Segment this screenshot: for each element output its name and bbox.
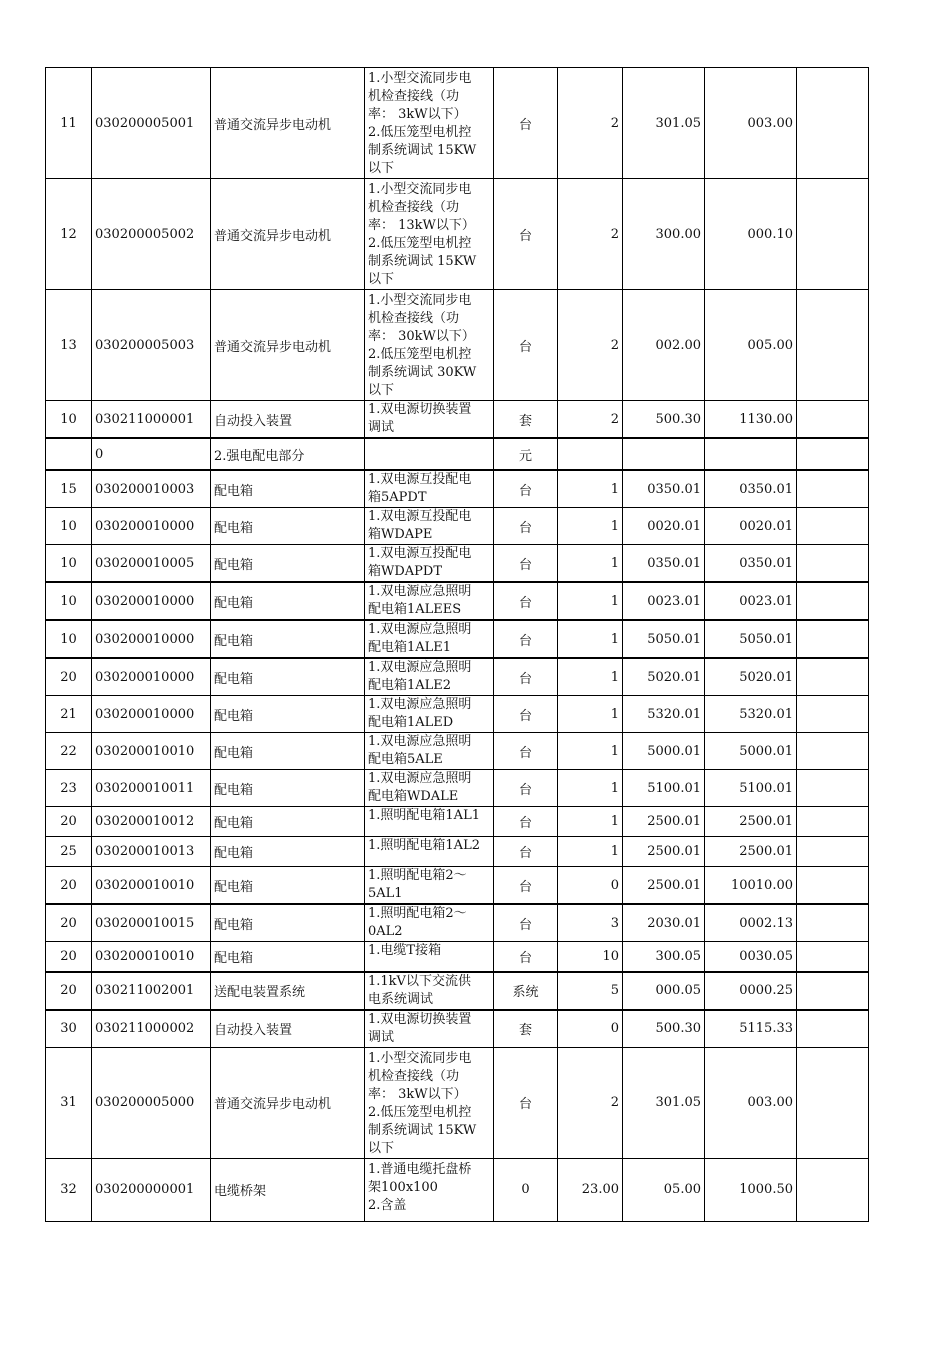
quantity: 2 xyxy=(558,179,623,290)
unit-price: 500.30 xyxy=(623,1010,705,1048)
item-description xyxy=(365,733,494,770)
row-number: 21 xyxy=(46,696,92,733)
total-price: 0030.05 xyxy=(705,942,797,972)
item-code: 030200010003 xyxy=(92,470,211,508)
item-description xyxy=(365,807,494,837)
unit: 台 xyxy=(494,470,558,508)
quantity: 1 xyxy=(558,696,623,733)
row-number: 10 xyxy=(46,620,92,658)
unit: 台 xyxy=(494,290,558,401)
total-price: 0020.01 xyxy=(705,508,797,545)
description-line: 箱WDAPE xyxy=(368,527,433,542)
unit: 台 xyxy=(494,582,558,620)
unit-price: 300.05 xyxy=(623,942,705,972)
remark xyxy=(797,867,869,905)
unit-price: 2500.01 xyxy=(623,837,705,867)
unit-price: 0020.01 xyxy=(623,508,705,545)
item-name: 配电箱 xyxy=(211,470,365,508)
description-line: 2.低压笼型电机控 xyxy=(368,347,472,362)
quantity: 1 xyxy=(558,508,623,545)
remark xyxy=(797,696,869,733)
total-price xyxy=(705,438,797,470)
row-number: 13 xyxy=(46,290,92,401)
item-name: 配电箱 xyxy=(211,904,365,942)
item-name: 自动投入装置 xyxy=(211,401,365,439)
quantity xyxy=(558,438,623,470)
total-price: 5100.01 xyxy=(705,770,797,807)
item-name: 配电箱 xyxy=(211,508,365,545)
item-code: 030200010005 xyxy=(92,545,211,583)
description-line: 箱5APDT xyxy=(368,490,427,505)
description-line: 率： 30kW以下） xyxy=(368,329,475,344)
description-line: 5AL1 xyxy=(368,886,403,901)
table-row xyxy=(46,438,869,470)
total-price: 2500.01 xyxy=(705,837,797,867)
total-price: 5115.33 xyxy=(705,1010,797,1048)
table-row xyxy=(46,401,869,439)
description-line: 以下 xyxy=(368,272,395,287)
description-line: 2.低压笼型电机控 xyxy=(368,1104,472,1120)
total-price: 000.10 xyxy=(705,179,797,290)
item-code: 030211000002 xyxy=(92,1010,211,1048)
item-description xyxy=(365,620,494,658)
item-name: 配电箱 xyxy=(211,837,365,867)
description-line: 1.双电源应急照明 xyxy=(368,697,472,712)
quantity: 2 xyxy=(558,401,623,439)
row-number: 30 xyxy=(46,1010,92,1048)
table-row xyxy=(46,770,869,807)
description-line: 1.1kV以下交流供 xyxy=(368,973,471,989)
total-price: 10010.00 xyxy=(705,867,797,905)
description-line: 调试 xyxy=(368,420,395,435)
table-body xyxy=(46,68,869,1222)
description-line: 以下 xyxy=(368,383,395,398)
quantity: 1 xyxy=(558,620,623,658)
total-price: 003.00 xyxy=(705,68,797,179)
table-row xyxy=(46,1158,869,1221)
item-code: 030200010000 xyxy=(92,658,211,696)
remark xyxy=(797,733,869,770)
description-line: 调试 xyxy=(368,1029,395,1045)
table-row xyxy=(46,290,869,401)
item-name: 普通交流异步电动机 xyxy=(211,179,365,290)
remark xyxy=(797,942,869,972)
description-line: 2.低压笼型电机控 xyxy=(368,236,472,251)
description-line: 制系统调试 15KW xyxy=(368,143,477,158)
table-row xyxy=(46,1047,869,1158)
description-line: 1.照明配电箱1AL1 xyxy=(368,808,480,823)
unit: 台 xyxy=(494,733,558,770)
unit-price xyxy=(623,438,705,470)
remark xyxy=(797,545,869,583)
quantity: 1 xyxy=(558,582,623,620)
item-code: 030200010010 xyxy=(92,733,211,770)
description-line: 1.小型交流同步电 xyxy=(368,1050,472,1066)
unit-price: 500.30 xyxy=(623,401,705,439)
item-code: 030200010000 xyxy=(92,508,211,545)
description-line: 配电箱5ALE xyxy=(368,752,443,767)
description-line: 1.双电源应急照明 xyxy=(368,584,472,599)
row-number: 11 xyxy=(46,68,92,179)
table-row xyxy=(46,942,869,972)
item-description xyxy=(365,1047,494,1158)
item-description xyxy=(365,179,494,290)
unit-price: 0350.01 xyxy=(623,470,705,508)
unit: 台 xyxy=(494,807,558,837)
row-number: 23 xyxy=(46,770,92,807)
total-price: 5000.01 xyxy=(705,733,797,770)
description-line: 以下 xyxy=(368,161,395,176)
description-line: 1.双电源互投配电 xyxy=(368,546,472,561)
total-price: 003.00 xyxy=(705,1047,797,1158)
unit: 台 xyxy=(494,837,558,867)
table-row xyxy=(46,972,869,1010)
description-line: 制系统调试 15KW xyxy=(368,254,477,269)
item-code: 030200005003 xyxy=(92,290,211,401)
quantity: 1 xyxy=(558,770,623,807)
item-description xyxy=(365,68,494,179)
remark xyxy=(797,470,869,508)
description-line: 制系统调试 15KW xyxy=(368,1122,477,1138)
unit-price: 05.00 xyxy=(623,1158,705,1221)
item-description xyxy=(365,658,494,696)
description-line: 1.小型交流同步电 xyxy=(368,71,472,86)
row-number: 20 xyxy=(46,972,92,1010)
item-name: 配电箱 xyxy=(211,582,365,620)
unit: 台 xyxy=(494,1047,558,1158)
quantity: 2 xyxy=(558,290,623,401)
unit: 系统 xyxy=(494,972,558,1010)
quantity: 1 xyxy=(558,470,623,508)
remark xyxy=(797,290,869,401)
unit: 台 xyxy=(494,770,558,807)
item-code: 030211000001 xyxy=(92,401,211,439)
total-price: 2500.01 xyxy=(705,807,797,837)
description-line: 率： 3kW以下） xyxy=(368,1086,467,1102)
item-description xyxy=(365,438,494,470)
total-price: 1130.00 xyxy=(705,401,797,439)
item-code: 030200010000 xyxy=(92,582,211,620)
remark xyxy=(797,972,869,1010)
item-description xyxy=(365,972,494,1010)
unit-price: 2500.01 xyxy=(623,867,705,905)
item-description xyxy=(365,290,494,401)
quantity: 0 xyxy=(558,1010,623,1048)
row-number: 10 xyxy=(46,545,92,583)
description-line: 1.双电源切换装置 xyxy=(368,1011,472,1027)
unit-price: 0023.01 xyxy=(623,582,705,620)
description-line: 配电箱1ALEES xyxy=(368,602,462,617)
table-row xyxy=(46,620,869,658)
row-number: 31 xyxy=(46,1047,92,1158)
remark xyxy=(797,620,869,658)
description-line: 配电箱1ALE2 xyxy=(368,678,452,693)
unit: 元 xyxy=(494,438,558,470)
description-line: 1.双电源应急照明 xyxy=(368,734,472,749)
item-code: 030200010011 xyxy=(92,770,211,807)
unit-price: 002.00 xyxy=(623,290,705,401)
row-number: 10 xyxy=(46,401,92,439)
unit-price: 5050.01 xyxy=(623,620,705,658)
table-row xyxy=(46,68,869,179)
table-row xyxy=(46,807,869,837)
row-number: 12 xyxy=(46,179,92,290)
item-code: 030200010000 xyxy=(92,620,211,658)
table-row xyxy=(46,658,869,696)
description-line: 1.照明配电箱1AL2 xyxy=(368,838,480,853)
unit: 台 xyxy=(494,696,558,733)
total-price: 0350.01 xyxy=(705,470,797,508)
description-line: 率： 3kW以下） xyxy=(368,107,467,122)
unit: 台 xyxy=(494,658,558,696)
item-name: 送配电装置系统 xyxy=(211,972,365,1010)
remark xyxy=(797,807,869,837)
unit-price: 2030.01 xyxy=(623,904,705,942)
item-description xyxy=(365,770,494,807)
description-line: 1.双电源互投配电 xyxy=(368,472,472,487)
item-code: 030200010010 xyxy=(92,942,211,972)
quantity: 10 xyxy=(558,942,623,972)
item-description xyxy=(365,867,494,905)
row-number: 10 xyxy=(46,508,92,545)
item-code: 030200010000 xyxy=(92,696,211,733)
description-line: 2.含盖 xyxy=(368,1197,407,1213)
row-number: 22 xyxy=(46,733,92,770)
table-row xyxy=(46,508,869,545)
description-line: 1.照明配电箱2～ xyxy=(368,868,467,883)
item-description xyxy=(365,470,494,508)
remark xyxy=(797,1010,869,1048)
item-description xyxy=(365,401,494,439)
item-name: 配电箱 xyxy=(211,867,365,905)
unit: 0 xyxy=(494,1158,558,1221)
row-number: 32 xyxy=(46,1158,92,1221)
bill-of-quantities-table xyxy=(45,67,869,1222)
description-line: 1.普通电缆托盘桥 xyxy=(368,1161,472,1177)
unit: 套 xyxy=(494,1010,558,1048)
unit: 台 xyxy=(494,508,558,545)
item-name: 配电箱 xyxy=(211,942,365,972)
quantity: 0 xyxy=(558,867,623,905)
quantity: 5 xyxy=(558,972,623,1010)
total-price: 5050.01 xyxy=(705,620,797,658)
row-number: 20 xyxy=(46,942,92,972)
total-price: 5320.01 xyxy=(705,696,797,733)
unit: 套 xyxy=(494,401,558,439)
item-description xyxy=(365,904,494,942)
item-code: 0 xyxy=(92,438,211,470)
quantity: 3 xyxy=(558,904,623,942)
description-line: 机检查接线（功 xyxy=(368,89,460,104)
unit-price: 5020.01 xyxy=(623,658,705,696)
description-line: 1.双电源应急照明 xyxy=(368,660,472,675)
item-name: 自动投入装置 xyxy=(211,1010,365,1048)
item-code: 030200010010 xyxy=(92,867,211,905)
item-name: 配电箱 xyxy=(211,545,365,583)
unit: 台 xyxy=(494,68,558,179)
item-name: 配电箱 xyxy=(211,733,365,770)
unit-price: 5000.01 xyxy=(623,733,705,770)
description-line: 1.电缆T接箱 xyxy=(368,943,442,958)
item-description xyxy=(365,508,494,545)
remark xyxy=(797,438,869,470)
remark xyxy=(797,904,869,942)
item-code: 030200005001 xyxy=(92,68,211,179)
description-line: 机检查接线（功 xyxy=(368,311,460,326)
total-price: 005.00 xyxy=(705,290,797,401)
table-row xyxy=(46,867,869,905)
item-name: 普通交流异步电动机 xyxy=(211,68,365,179)
row-number: 25 xyxy=(46,837,92,867)
unit: 台 xyxy=(494,942,558,972)
description-line: 率： 13kW以下） xyxy=(368,218,475,233)
item-code: 030200005002 xyxy=(92,179,211,290)
unit-price: 301.05 xyxy=(623,1047,705,1158)
total-price: 0002.13 xyxy=(705,904,797,942)
table-row xyxy=(46,837,869,867)
quantity: 1 xyxy=(558,545,623,583)
unit-price: 5320.01 xyxy=(623,696,705,733)
unit-price: 0350.01 xyxy=(623,545,705,583)
table-row xyxy=(46,696,869,733)
description-line: 1.双电源切换装置 xyxy=(368,402,472,417)
item-description xyxy=(365,545,494,583)
description-line: 配电箱1ALED xyxy=(368,715,454,730)
item-description xyxy=(365,942,494,972)
remark xyxy=(797,508,869,545)
item-name: 普通交流异步电动机 xyxy=(211,290,365,401)
description-line: 2.低压笼型电机控 xyxy=(368,125,472,140)
total-price: 0000.25 xyxy=(705,972,797,1010)
remark xyxy=(797,401,869,439)
item-code: 030200000001 xyxy=(92,1158,211,1221)
description-line: 1.小型交流同步电 xyxy=(368,182,472,197)
quantity: 1 xyxy=(558,837,623,867)
row-number: 20 xyxy=(46,807,92,837)
total-price: 0350.01 xyxy=(705,545,797,583)
total-price: 1000.50 xyxy=(705,1158,797,1221)
description-line: 0AL2 xyxy=(368,924,403,939)
item-name: 配电箱 xyxy=(211,620,365,658)
remark xyxy=(797,1158,869,1221)
item-name: 2.强电配电部分 xyxy=(211,438,365,470)
remark xyxy=(797,582,869,620)
description-line: 箱WDAPDT xyxy=(368,564,443,579)
table-row xyxy=(46,733,869,770)
item-description xyxy=(365,1010,494,1048)
description-line: 配电箱1ALE1 xyxy=(368,640,452,655)
remark xyxy=(797,658,869,696)
item-name: 配电箱 xyxy=(211,658,365,696)
row-number: 20 xyxy=(46,658,92,696)
quantity: 2 xyxy=(558,1047,623,1158)
row-number: 20 xyxy=(46,867,92,905)
row-number: 15 xyxy=(46,470,92,508)
row-number xyxy=(46,438,92,470)
unit-price: 300.00 xyxy=(623,179,705,290)
quantity: 2 xyxy=(558,68,623,179)
table-row xyxy=(46,582,869,620)
table-row xyxy=(46,545,869,583)
item-description xyxy=(365,582,494,620)
total-price: 0023.01 xyxy=(705,582,797,620)
table-row xyxy=(46,179,869,290)
quantity: 1 xyxy=(558,807,623,837)
quantity: 1 xyxy=(558,658,623,696)
unit-price: 301.05 xyxy=(623,68,705,179)
item-name: 配电箱 xyxy=(211,770,365,807)
description-line: 以下 xyxy=(368,1140,395,1156)
row-number: 10 xyxy=(46,582,92,620)
total-price: 5020.01 xyxy=(705,658,797,696)
item-name: 普通交流异步电动机 xyxy=(211,1047,365,1158)
remark xyxy=(797,68,869,179)
description-line: 架100x100 xyxy=(368,1179,438,1195)
description-line: 制系统调试 30KW xyxy=(368,365,477,380)
table-row xyxy=(46,904,869,942)
unit: 台 xyxy=(494,904,558,942)
item-name: 配电箱 xyxy=(211,807,365,837)
remark xyxy=(797,1047,869,1158)
description-line: 机检查接线（功 xyxy=(368,1068,460,1084)
description-line: 机检查接线（功 xyxy=(368,200,460,215)
item-code: 030200010012 xyxy=(92,807,211,837)
table-row xyxy=(46,470,869,508)
description-line: 1.双电源应急照明 xyxy=(368,771,472,786)
row-number: 20 xyxy=(46,904,92,942)
unit: 台 xyxy=(494,867,558,905)
item-description xyxy=(365,696,494,733)
unit-price: 2500.01 xyxy=(623,807,705,837)
unit: 台 xyxy=(494,620,558,658)
unit-price: 5100.01 xyxy=(623,770,705,807)
item-name: 配电箱 xyxy=(211,696,365,733)
item-description xyxy=(365,1158,494,1221)
unit-price: 000.05 xyxy=(623,972,705,1010)
description-line: 配电箱WDALE xyxy=(368,789,459,804)
description-line: 电系统调试 xyxy=(368,991,434,1007)
unit: 台 xyxy=(494,179,558,290)
item-name: 电缆桥架 xyxy=(211,1158,365,1221)
item-code: 030200010015 xyxy=(92,904,211,942)
table-row xyxy=(46,1010,869,1048)
quantity: 1 xyxy=(558,733,623,770)
remark xyxy=(797,837,869,867)
remark xyxy=(797,770,869,807)
description-line: 1.双电源互投配电 xyxy=(368,509,472,524)
unit: 台 xyxy=(494,545,558,583)
remark xyxy=(797,179,869,290)
item-code: 030200005000 xyxy=(92,1047,211,1158)
description-line: 1.照明配电箱2～ xyxy=(368,906,467,921)
item-code: 030200010013 xyxy=(92,837,211,867)
item-description xyxy=(365,837,494,867)
quantity: 23.00 xyxy=(558,1158,623,1221)
description-line: 1.小型交流同步电 xyxy=(368,293,472,308)
item-code: 030211002001 xyxy=(92,972,211,1010)
description-line: 1.双电源应急照明 xyxy=(368,622,472,637)
